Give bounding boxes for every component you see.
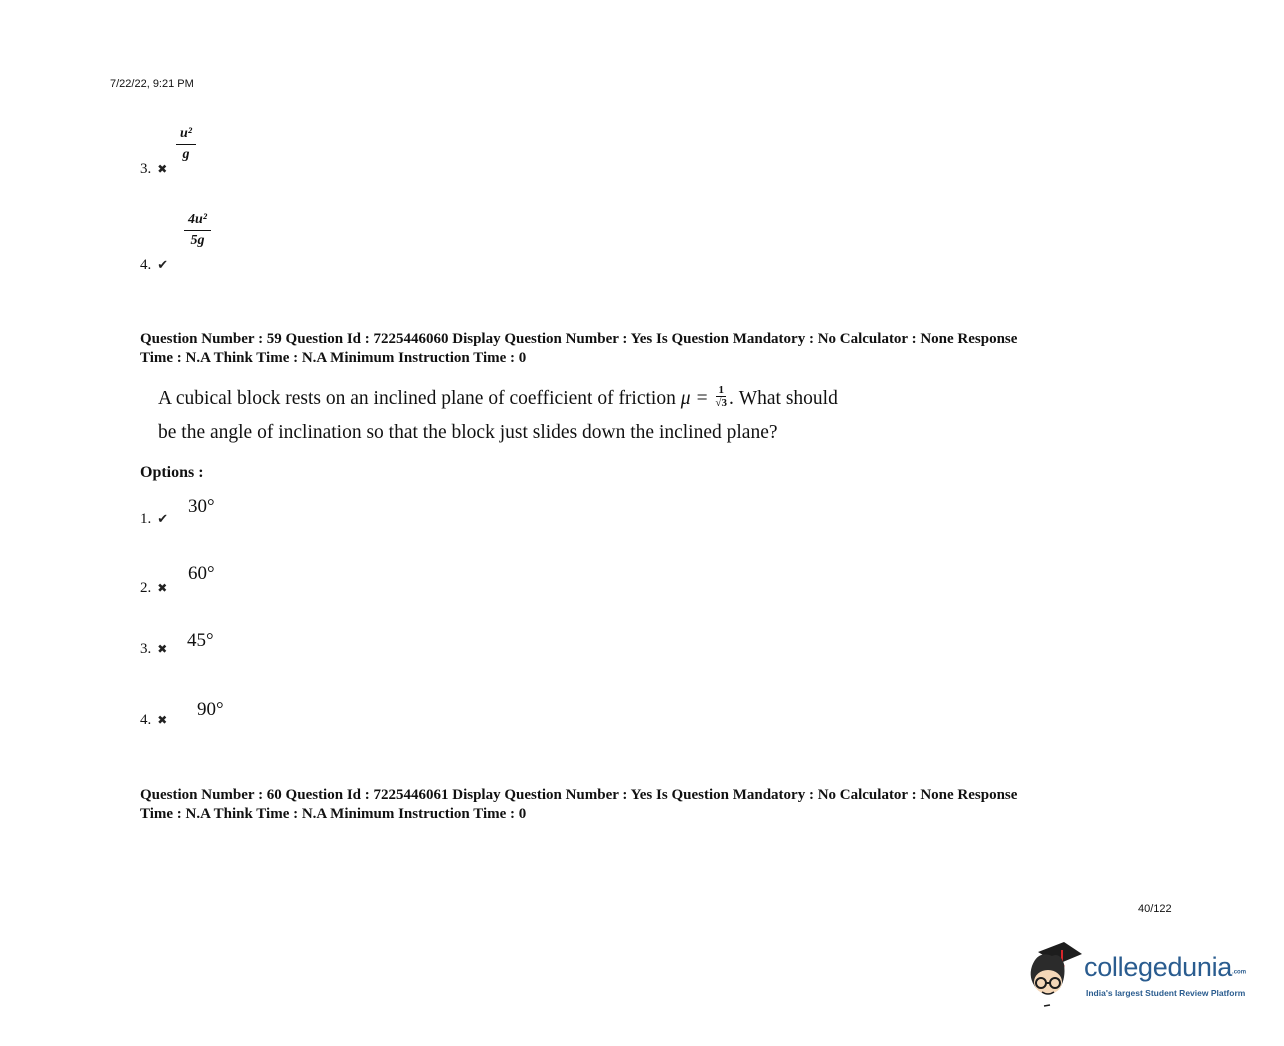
fraction-numerator: u² xyxy=(176,126,196,145)
logo-suffix: .com xyxy=(1232,969,1247,976)
question-59-text xyxy=(158,382,958,450)
option-4-value: 90° xyxy=(197,699,224,720)
prev-option-3-fraction xyxy=(176,126,196,163)
question-line-1 xyxy=(158,382,958,416)
question-line-2: be the angle of inclination so that the block just slides down the inclined plane? xyxy=(158,422,778,443)
option-1 xyxy=(140,510,168,528)
collegedunia-logo xyxy=(1024,938,1264,1008)
print-timestamp: 7/22/22, 9:21 PM xyxy=(110,78,194,90)
logo-text xyxy=(1084,952,1246,983)
mu-symbol: μ = xyxy=(680,388,709,409)
options-label: Options : xyxy=(140,464,204,481)
fraction-denominator: 5g xyxy=(190,233,205,248)
prev-option-4-fraction xyxy=(184,212,211,249)
mu-denominator: √3 xyxy=(715,397,727,410)
page-number: 40/122 xyxy=(1138,903,1172,915)
question-text-part-1: A cubical block rests on an inclined plane of coefficient of friction xyxy=(158,388,681,409)
logo-tagline: India's largest Student Review Platform xyxy=(1086,988,1246,998)
mascot-icon xyxy=(1024,938,1084,1008)
cross-icon: ✖ xyxy=(157,581,168,595)
fraction-denominator: g xyxy=(182,147,190,162)
mu-fraction xyxy=(715,384,727,409)
option-2-value: 60° xyxy=(188,563,215,584)
option-number: 4. xyxy=(140,712,152,728)
meta-line-2: Time : N.A Think Time : N.A Minimum Instruction Time : 0 xyxy=(140,806,527,822)
fraction-numerator: 4u² xyxy=(184,212,211,231)
option-4 xyxy=(140,711,167,729)
option-3 xyxy=(140,640,167,658)
option-number: 3. xyxy=(140,641,152,657)
meta-line-2: Time : N.A Think Time : N.A Minimum Instruction Time : 0 xyxy=(140,350,527,366)
meta-line-1: Question Number : 60 Question Id : 7225446061 Display Question Number : Yes Is Question Mandatory : No Calculator : None Response xyxy=(140,787,1018,803)
cross-icon: ✖ xyxy=(157,162,168,176)
option-number: 1. xyxy=(140,511,152,527)
prev-option-4 xyxy=(140,256,168,274)
option-1-value: 30° xyxy=(188,496,215,517)
option-2 xyxy=(140,579,167,597)
meta-line-1: Question Number : 59 Question Id : 7225446060 Display Question Number : Yes Is Question Mandatory : No Calculator : None Response xyxy=(140,331,1018,347)
cross-icon: ✖ xyxy=(157,642,168,656)
option-number: 4. xyxy=(140,257,152,273)
question-59-meta xyxy=(140,330,1170,368)
check-icon: ✔ xyxy=(157,511,169,526)
prev-option-3 xyxy=(140,160,167,178)
option-number: 3. xyxy=(140,161,152,177)
mu-numerator: 1 xyxy=(718,384,724,397)
option-number: 2. xyxy=(140,580,152,596)
question-text-part-2: . What should xyxy=(728,388,838,409)
option-3-value: 45° xyxy=(187,630,214,651)
cross-icon: ✖ xyxy=(157,713,168,727)
logo-word: collegedunia xyxy=(1084,952,1233,982)
check-icon: ✔ xyxy=(157,257,169,272)
question-60-meta xyxy=(140,786,1170,824)
